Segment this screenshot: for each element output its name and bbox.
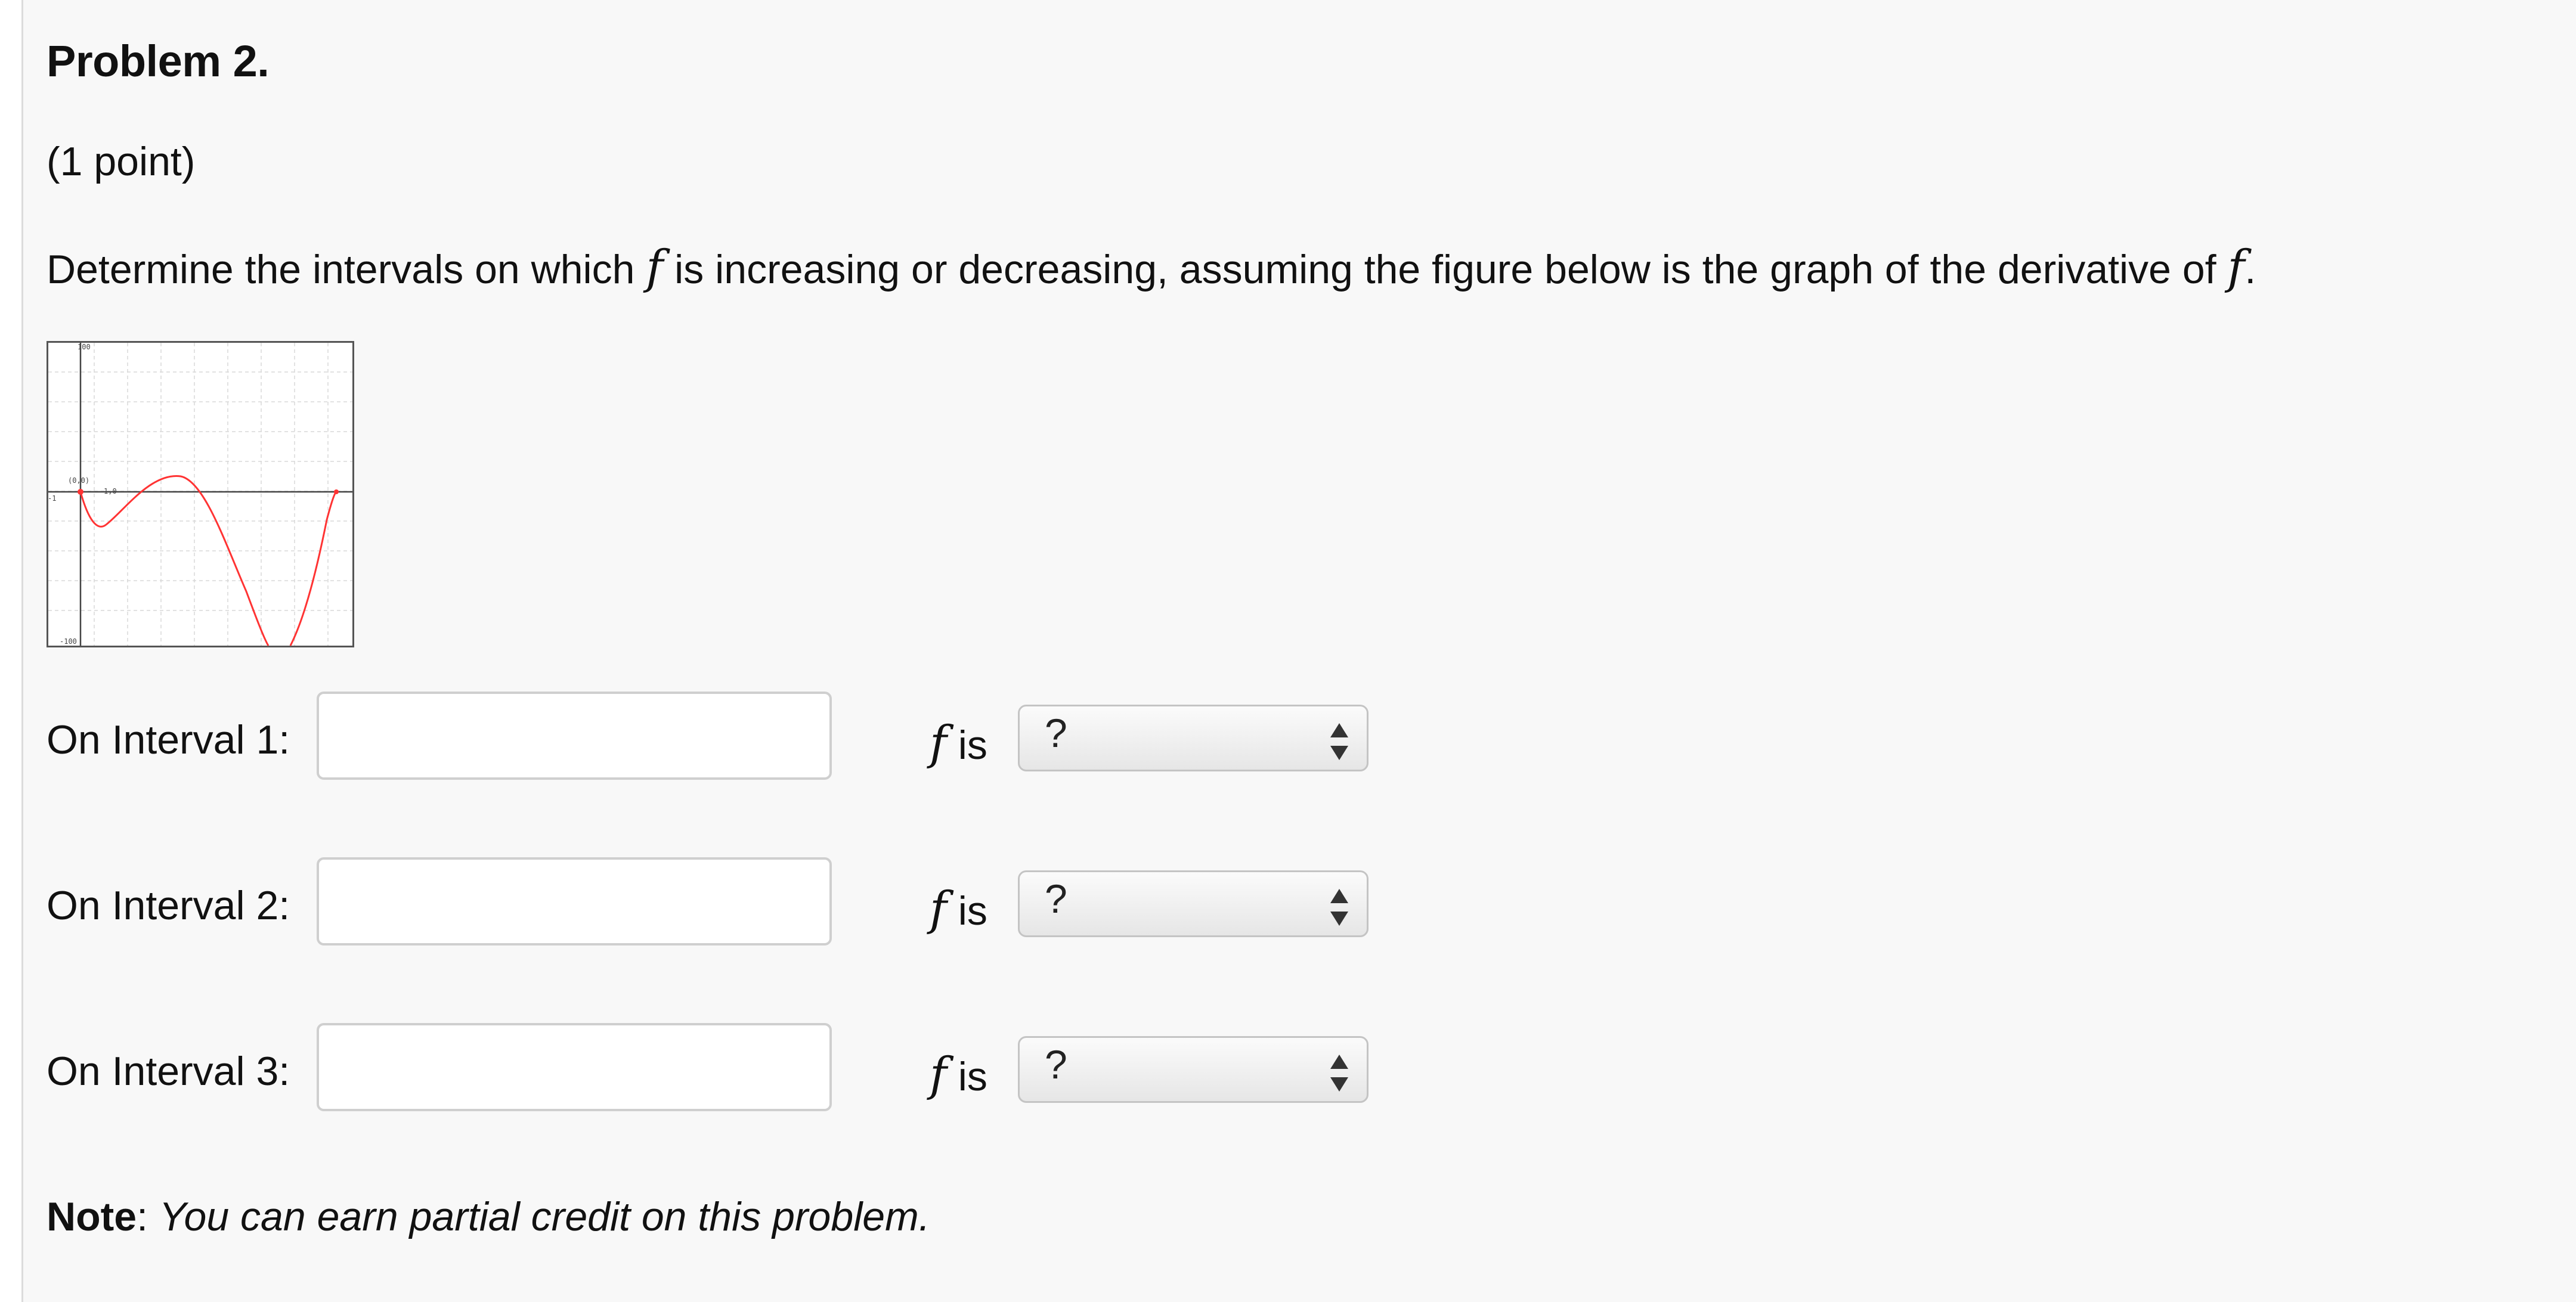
interval-2-selected-value: ? xyxy=(1045,876,1067,922)
x-tick-label: 1,0 xyxy=(104,487,117,495)
interval-1-is-text: is xyxy=(958,723,987,768)
y-bottom-label: -100 xyxy=(60,637,77,646)
interval-label-2: On Interval 2: xyxy=(47,883,290,928)
function-symbol: f xyxy=(646,241,664,294)
chevron-up-down-icon xyxy=(1329,886,1350,928)
note-text: You can earn partial credit on this problem. xyxy=(159,1194,930,1239)
origin-label: (0,0) xyxy=(68,476,90,485)
x-left-label: -1 xyxy=(48,494,57,503)
chevron-up-down-icon xyxy=(1329,721,1350,762)
function-symbol-end: f xyxy=(2227,241,2245,294)
interval-1-answer-input[interactable] xyxy=(317,692,832,780)
problem-page xyxy=(21,0,2576,1302)
interval-1-behavior-select[interactable] xyxy=(1018,705,1368,771)
interval-1-f-symbol: f xyxy=(930,717,947,770)
interval-2-is-text: is xyxy=(958,888,987,934)
statement-end: . xyxy=(2244,247,2256,292)
interval-1-selected-value: ? xyxy=(1045,711,1067,756)
interval-2-f-is xyxy=(930,882,987,936)
interval-3-behavior-select[interactable] xyxy=(1018,1036,1368,1103)
interval-2-answer-input[interactable] xyxy=(317,857,832,946)
interval-3-f-is xyxy=(930,1048,987,1102)
interval-1-f-is xyxy=(930,717,987,770)
y-top-label: 100 xyxy=(78,343,91,351)
note-separator: : xyxy=(137,1194,148,1239)
interval-3-selected-value: ? xyxy=(1045,1042,1067,1087)
end-point xyxy=(334,489,339,494)
chevron-up-down-icon xyxy=(1329,1052,1350,1094)
interval-2-behavior-select[interactable] xyxy=(1018,870,1368,937)
interval-label-3: On Interval 3: xyxy=(47,1049,290,1094)
derivative-graph xyxy=(47,341,354,647)
interval-label-1: On Interval 1: xyxy=(47,717,290,762)
statement-text-1: Determine the intervals on which xyxy=(47,247,635,292)
note-label: Note xyxy=(47,1194,137,1239)
interval-3-f-symbol: f xyxy=(930,1048,947,1102)
origin-point xyxy=(78,489,83,495)
problem-points: (1 point) xyxy=(47,139,196,184)
problem-title: Problem 2. xyxy=(47,36,270,86)
statement-text-2: is increasing or decreasing, assuming the figure below is the graph of the derivative of xyxy=(674,247,2216,292)
interval-3-answer-input[interactable] xyxy=(317,1023,832,1111)
interval-2-f-symbol: f xyxy=(930,882,947,936)
problem-statement xyxy=(47,241,2256,294)
partial-credit-note xyxy=(47,1194,930,1240)
interval-3-is-text: is xyxy=(958,1054,987,1099)
